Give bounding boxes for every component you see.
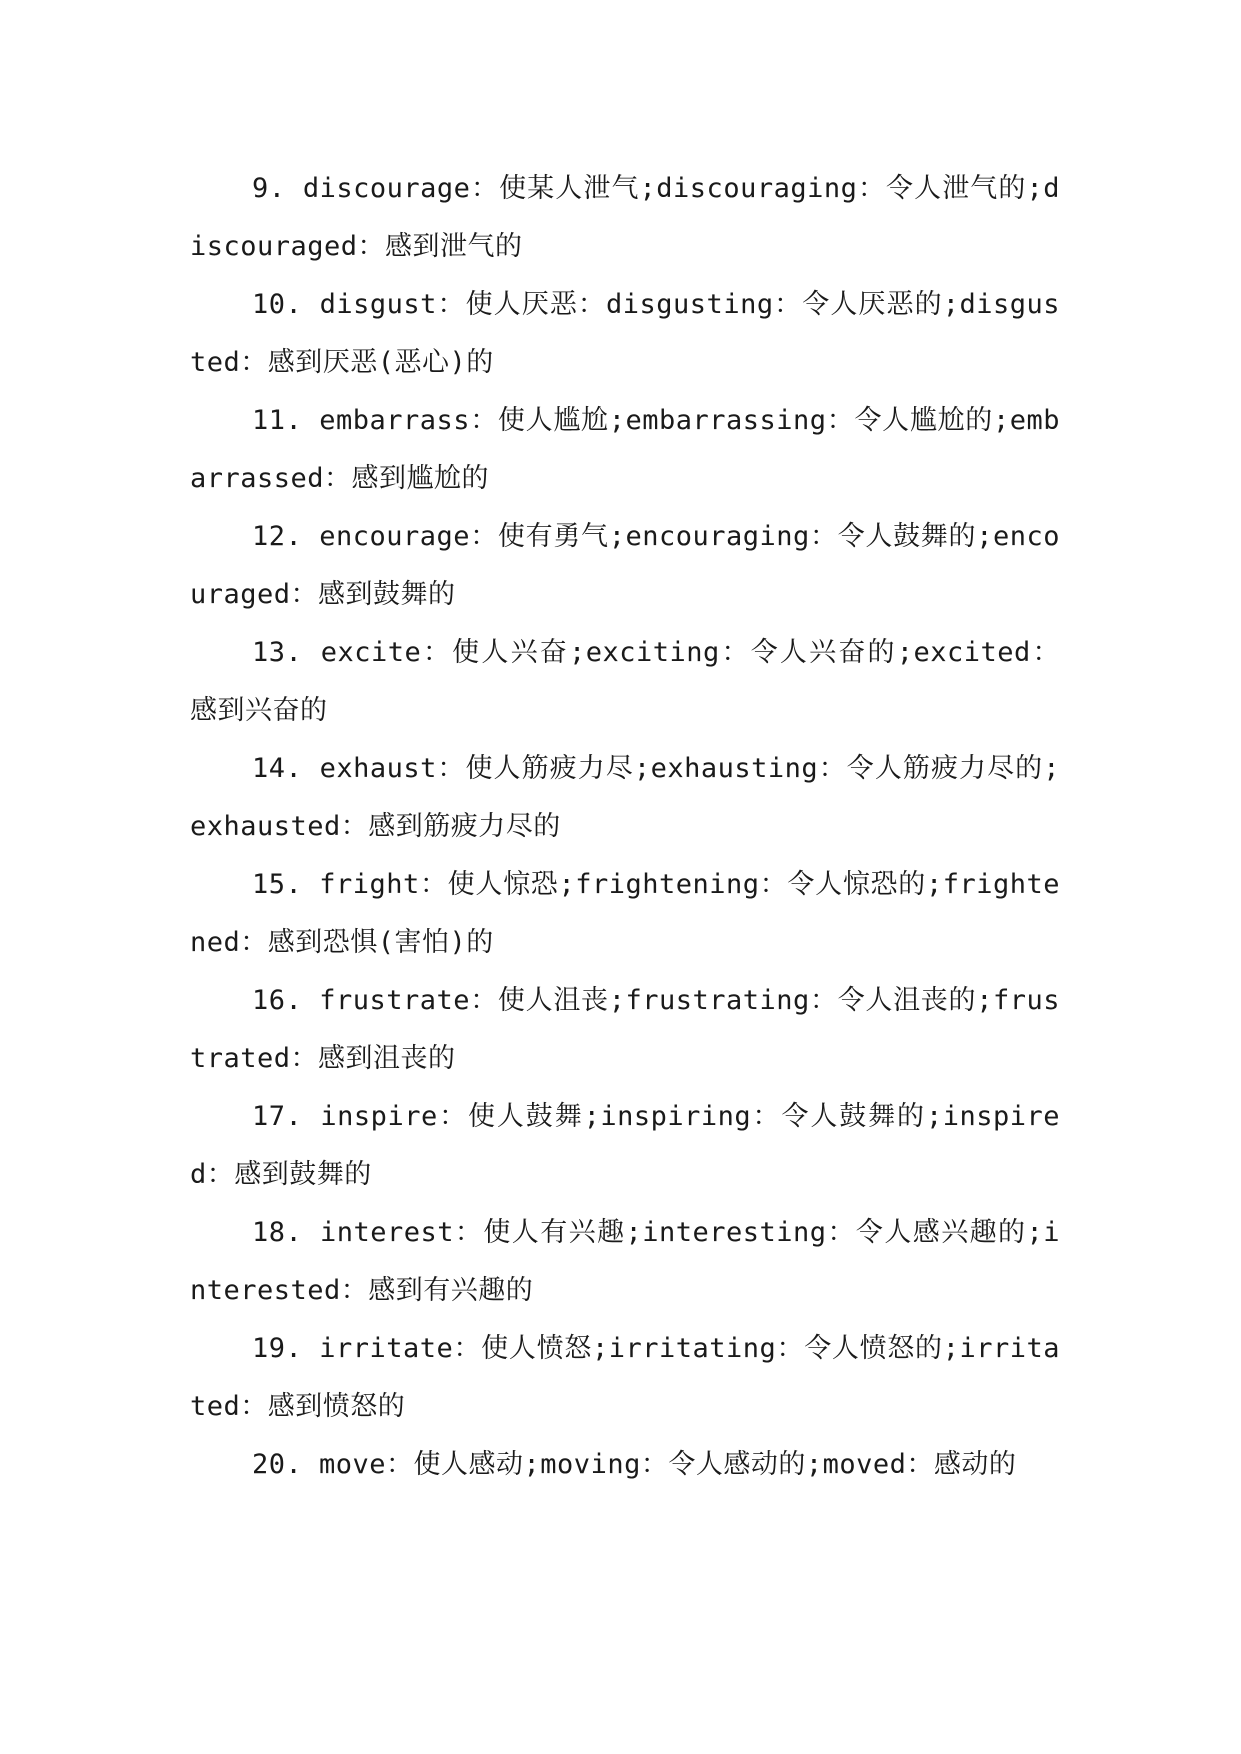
- list-item: 16. frustrate：使人沮丧;frustrating：令人沮丧的;frustrated：感到沮丧的: [190, 985, 1060, 1074]
- list-item: 13. excite：使人兴奋;exciting：令人兴奋的;excited：感到兴奋的: [190, 637, 1060, 726]
- list-item: 11. embarrass：使人尴尬;embarrassing：令人尴尬的;embarrassed：感到尴尬的: [190, 405, 1060, 494]
- list-item: 17. inspire：使人鼓舞;inspiring：令人鼓舞的;inspired：感到鼓舞的: [190, 1101, 1060, 1190]
- list-item: 14. exhaust：使人筋疲力尽;exhausting：令人筋疲力尽的;exhausted：感到筋疲力尽的: [190, 753, 1060, 842]
- list-item: 20. move：使人感动;moving：令人感动的;moved：感动的: [252, 1449, 1017, 1480]
- list-item: 19. irritate：使人愤怒;irritating：令人愤怒的;irritated：感到愤怒的: [190, 1333, 1060, 1422]
- list-item: 12. encourage：使有勇气;encouraging：令人鼓舞的;encouraged：感到鼓舞的: [190, 521, 1060, 610]
- list-item: 15. fright：使人惊恐;frightening：令人惊恐的;frightened：感到恐惧(害怕)的: [190, 869, 1060, 958]
- list-item: 18. interest：使人有兴趣;interesting：令人感兴趣的;interested：感到有兴趣的: [190, 1217, 1060, 1306]
- vocabulary-list: [190, 160, 1060, 1494]
- list-item: 9. discourage：使某人泄气;discouraging：令人泄气的;discouraged：感到泄气的: [190, 173, 1060, 262]
- list-item: 10. disgust：使人厌恶：disgusting：令人厌恶的;disgusted：感到厌恶(恶心)的: [190, 289, 1060, 378]
